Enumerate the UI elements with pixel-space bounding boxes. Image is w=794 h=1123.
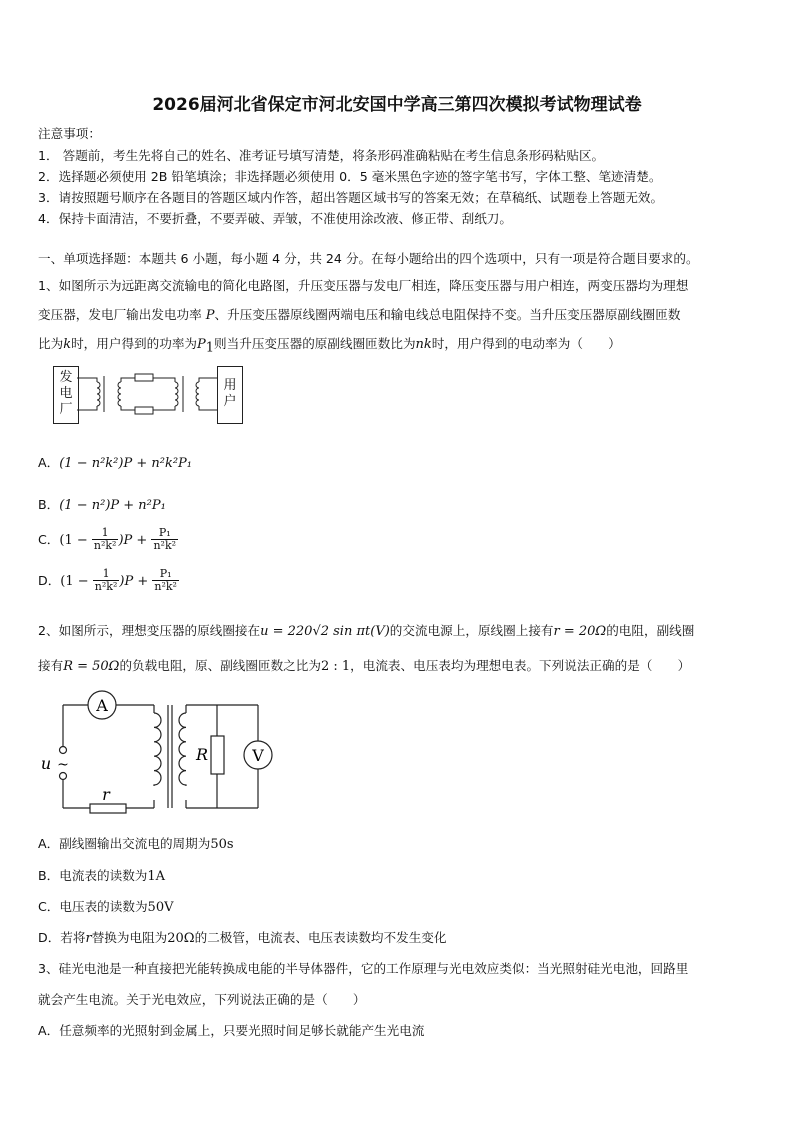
q3-line-2: 就会产生电流。关于光电效应，下列说法正确的是（ ）	[38, 992, 366, 1007]
fraction: $\frac{1}{\text{n²k²}}$	[93, 526, 117, 552]
q2-option-d[interactable]: D．若将r替换为电阻为20Ω的二极管，电流表、电压表读数均不发生变化	[38, 930, 447, 946]
q2-option-b[interactable]: B．电流表的读数为1A	[38, 868, 166, 884]
q2-line-1: 2、如图所示，理想变压器的原线圈接在u = 220√2 sin πt(V)的交流电源上，原线圈上接有r = 20Ω的电阻，副线圈	[38, 623, 695, 639]
ac-source-symbol: ~	[57, 757, 69, 773]
fraction: $\frac{\text{P₁}}{\text{n²k²}}$	[153, 526, 177, 552]
section-heading: 一、单项选择题：本题共 6 小题，每小题 4 分，共 24 分。在每小题给出的四个选项中，只有一项是符合题目要求的。	[38, 251, 699, 266]
notice-item-2: 2．选择题必须使用 2B 铅笔填涂；非选择题必须使用 0．5 毫米黑色字迹的签字笔书写，字体工整、笔迹清楚。	[38, 169, 662, 184]
q1-line-1: 1、如图所示为远距离交流输电的简化电路图，升压变压器与发电厂相连，降压变压器与用户相连，两变压器均为理想	[38, 278, 689, 293]
q1-line-2: 变压器，发电厂输出发电功率 P、升压变压器原线圈两端电压和输电线总电阻保持不变。当升压变压器原副线圈匝数	[38, 307, 681, 323]
q3-line-1: 3、硅光电池是一种直接把光能转换成电能的半导体器件，它的工作原理与光电效应类似：当光照射硅光电池，回路里	[38, 961, 689, 976]
ammeter-label: A	[96, 696, 108, 715]
q2-option-c[interactable]: C．电压表的读数为50V	[38, 899, 174, 915]
transformer-circuit-diagram	[36, 688, 286, 823]
fraction: $\frac{1}{\text{n²k²}}$	[94, 567, 118, 593]
page-title: 2026届河北省保定市河北安国中学高三第四次模拟考试物理试卷	[152, 95, 642, 115]
q1-option-b[interactable]: B．(1 − n²)P + n²P₁	[38, 497, 166, 513]
notice-item-1: 1． 答题前，考生先将自己的姓名、准考证号填写清楚，将条形码准确粘贴在考生信息条形码粘贴区。	[38, 148, 605, 163]
user-label: 用 户	[223, 378, 237, 409]
source-u-label: u	[40, 754, 52, 773]
power-plant-label: 发 电 厂	[59, 370, 73, 417]
voltmeter-label: V	[252, 746, 264, 765]
q1-line-3: 比为k时，用户得到的功率为$P_1$则当升压变压器的原副线圈匝数比为nk时，用户得到的电动率为（ ）	[38, 336, 621, 356]
q1-option-a[interactable]: A．(1 − n²k²)P + n²k²P₁	[38, 455, 192, 471]
q2-option-a[interactable]: A．副线圈输出交流电的周期为50s	[38, 836, 234, 852]
resistor-R-label: R	[195, 745, 209, 764]
q1-option-d[interactable]: D．(1 − $\frac{1}{\text{n²k²}}$ )P + $\frac{\text{P₁}}{\text{n²k²}}$	[38, 567, 177, 593]
q3-option-a[interactable]: A．任意频率的光照射到金属上，只要光照时间足够长就能产生光电流	[38, 1023, 425, 1038]
notice-heading: 注意事项：	[38, 126, 101, 141]
user-box	[217, 366, 243, 424]
fraction: $\frac{\text{P₁}}{\text{n²k²}}$	[154, 567, 177, 593]
q2-line-2: 接有R = 50Ω的负载电阻，原、副线圈匝数之比为2 : 1，电流表、电压表均为理想电表。下列说法正确的是（ ）	[38, 658, 691, 674]
q1-option-c[interactable]: C．(1 − $\frac{1}{\text{n²k²}}$ )P + $\frac{\text{P₁}}{\text{n²k²}}$	[38, 526, 177, 552]
voltmeter	[244, 741, 272, 769]
notice-item-3: 3．请按照题号顺序在各题目的答题区域内作答，超出答题区域书写的答案无效；在草稿纸、试题卷上答题无效。	[38, 190, 664, 205]
notice-item-4: 4．保持卡面清洁，不要折叠，不要弄破、弄皱，不准使用涂改液、修正带、刮纸刀。	[38, 211, 512, 226]
resistor-r-label: r	[102, 785, 110, 804]
transmission-circuit-diagram	[75, 368, 220, 420]
ammeter	[88, 691, 116, 719]
